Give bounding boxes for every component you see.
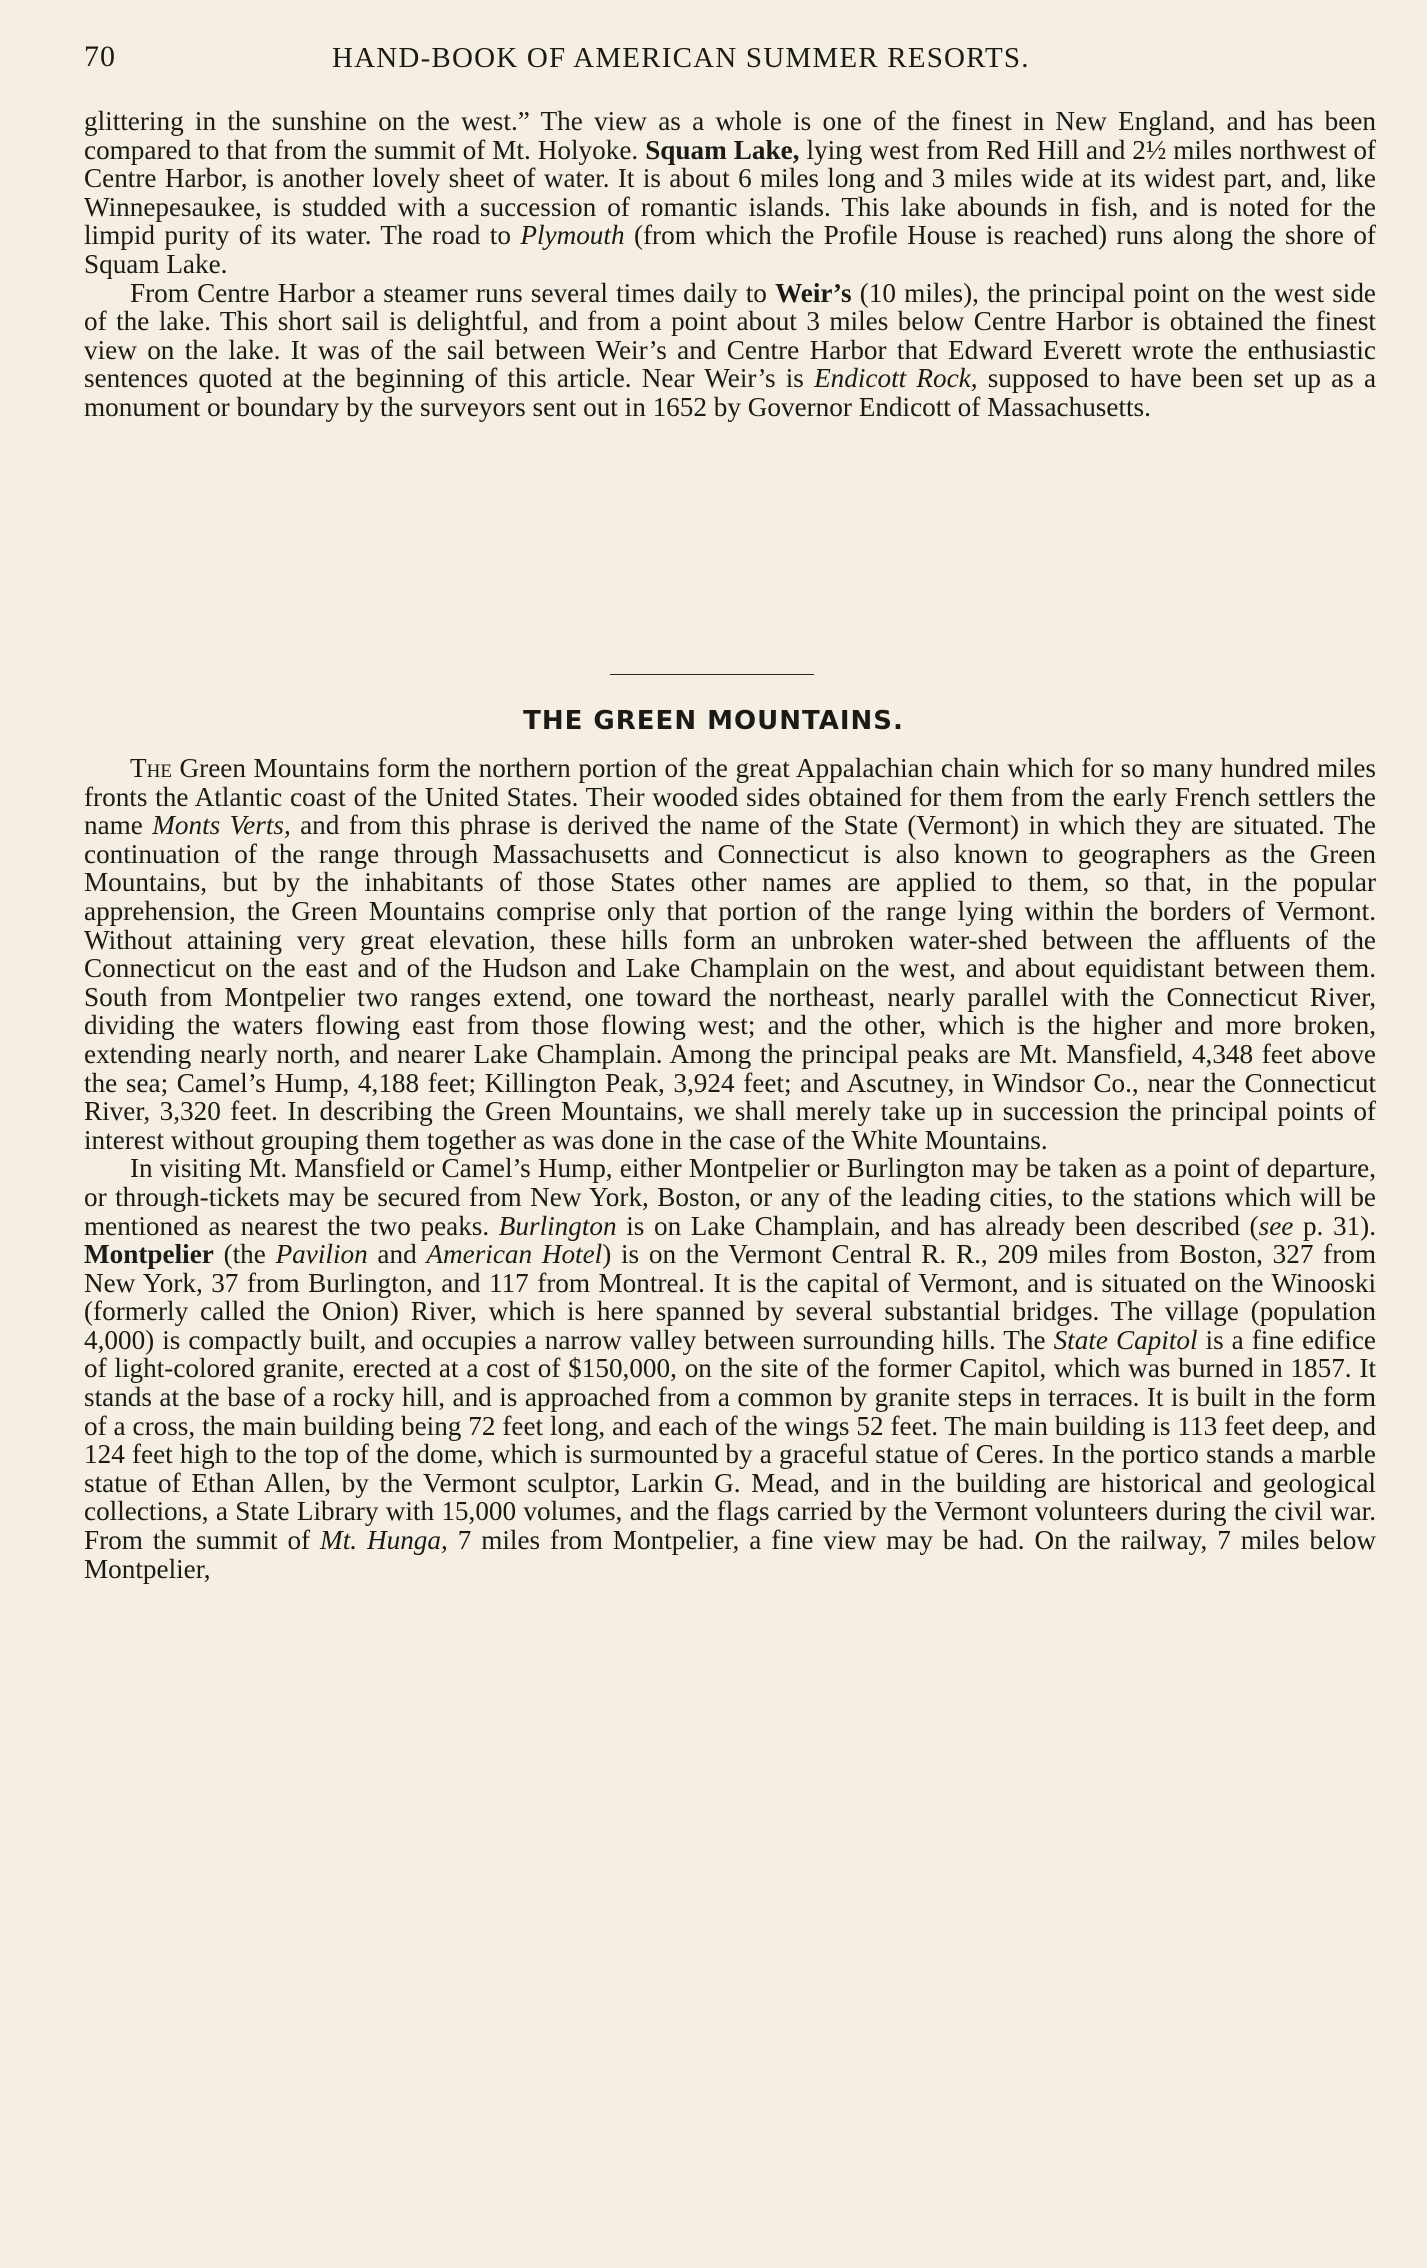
- section-heading: THE GREEN MOUNTAINS.: [523, 706, 904, 736]
- small-caps-lead: The: [130, 753, 172, 783]
- italic-text: State Capitol: [1053, 1324, 1198, 1355]
- italic-text: see: [1258, 1210, 1294, 1241]
- text-run: and: [367, 1239, 427, 1270]
- text-run: (10 miles), the principal point on the west side of the lake. This short sail is delightful, and from a point about 3 miles below Centre Harbor is obtained the finest view on the lake. It was of the sail between Weir’s and Centre Harbor that Edward Everett wrote the enthusiastic sentences quoted at the beginning of this article. Near Weir’s is: [84, 277, 1376, 394]
- text-run: 7 miles from Montpelier, a fine view may be had. On the railway, 7 miles below Montpelier,: [84, 1525, 1376, 1584]
- italic-text: Burlington: [498, 1210, 617, 1241]
- italic-text: American Hotel: [426, 1239, 603, 1270]
- text-run: supposed to have been set up as a monument or boundary by the surveyors sent out in 1652 by Governor Endicott of Massachusetts.: [84, 363, 1377, 422]
- italic-text: Monts Verts,: [152, 810, 291, 841]
- italic-text: Plymouth: [520, 220, 625, 251]
- text-run: is a fine edifice of light-colored granite, erected at a cost of $150,000, on the site of the former Capitol, which was burned in 1857. It stands at the base of a rocky hill, and is approached from a common by granite steps in terraces. It is built in the form of a cross, the main building being 72 feet long, and each of the wings 52 feet. The main building is 113 feet deep, and 124 feet high to the top of the dome, which is surmounted by a graceful statue of Ceres. In the portico stands a marble statue of Ethan Allen, by the Vermont sculptor, Larkin G. Mead, and in the building are historical and geological collections, a State Library with 15,000 volumes, and the flags carried by the Vermont volunteers during the civil war. From the summit of: [84, 1324, 1376, 1556]
- italic-text: Pavilion: [275, 1239, 368, 1270]
- italic-text: Mt. Hunga,: [320, 1525, 448, 1556]
- paragraph: [84, 754, 1376, 1154]
- bold-place-name: Squam Lake,: [645, 134, 800, 165]
- bold-place-name: Weir’s: [775, 277, 852, 308]
- paragraph: [84, 1154, 1376, 1583]
- text-run: is on Lake Champlain, and has already been described (: [616, 1210, 1259, 1241]
- text-run: and from this phrase is derived the name of the State (Vermont) in which they are situated. The continuation of the range through Massachusetts and Connecticut is also known to geographers as the Green Mountains, but by the inhabitants of those States other names are applied to them, so that, in the popular apprehension, the Green Mountains comprise only that portion of the range lying within the borders of Vermont. Without attaining very great elevation, these hills form an unbroken water-shed between the affluents of the Connecticut on the east and of the Hudson and Lake Champlain on the west, and about equidistant between them. South from Montpelier two ranges extend, one toward the northeast, nearly parallel with the Connecticut River, dividing the waters flowing east from those flowing west; and the other, which is the higher and more broken, extending nearly north, and nearer Lake Champlain. Among the principal peaks are Mt. Mansfield, 4,348 feet above the sea; Camel’s Hump, 4,188 feet; Killington Peak, 3,924 feet; and Ascutney, in Windsor Co., near the Connecticut River, 3,320 feet. In describing the Green Mountains, we shall merely take up in succession the principal points of interest without grouping them together as was done in the case of the White Mountains.: [84, 810, 1376, 1155]
- text-run: From Centre Harbor a steamer runs several times daily to: [130, 277, 776, 308]
- text-run: (from which the Profile House is reached) runs along the shore of Squam Lake.: [84, 220, 1376, 279]
- text-run: Green Mountains form the northern portion of the great Appalachian chain which for so many hundred miles fronts the Atlantic coast of the United States. Their wooded sides obtained for them from the early French settlers the name: [84, 753, 1376, 841]
- running-title: HAND-BOOK OF AMERICAN SUMMER RESORTS.: [332, 42, 1030, 74]
- paragraph: [84, 279, 1376, 422]
- section-green-mountains-text: [84, 754, 1376, 1583]
- running-head: [84, 40, 1374, 86]
- text-run: ) is on the Vermont Central R. R., 209 miles from Boston, 327 from New York, 37 from Burlington, and 117 from Montreal. It is the capital of Vermont, and is situated on the Winooski (formerly called the Onion) River, which is here spanned by several substantial bridges. The village (population 4,000) is compactly built, and occupies a narrow valley between surrounding hills. The: [84, 1239, 1376, 1355]
- paragraph: [84, 107, 1376, 279]
- bold-place-name: Montpelier: [84, 1239, 214, 1270]
- text-run: lying west from Red Hill and 2½ miles northwest of Centre Harbor, is another lovely sheet of water. It is about 6 miles long and 3 miles wide at its widest part, and, like Winnepesaukee, is studded with a succession of romantic islands. This lake abounds in fish, and is noted for the limpid purity of its water. The road to: [84, 134, 1376, 251]
- page-number: 70: [84, 40, 116, 73]
- section-divider: [610, 674, 814, 675]
- text-run: glittering in the sunshine on the west.” The view as a whole is one of the finest in New England, and has been compared to that from the summit of Mt. Holyoke.: [84, 106, 1376, 165]
- text-run: p. 31).: [1293, 1210, 1376, 1241]
- text-run: (the: [213, 1239, 276, 1270]
- section-squam-lake-text: [84, 107, 1376, 422]
- text-run: In visiting Mt. Mansfield or Camel’s Hump, either Montpelier or Burlington may be taken as a point of departure, or through-tickets may be secured from New York, Boston, or any of the leading cities, to the stations which will be mentioned as nearest the two peaks.: [84, 1153, 1376, 1241]
- italic-text: Endicott Rock,: [814, 363, 978, 394]
